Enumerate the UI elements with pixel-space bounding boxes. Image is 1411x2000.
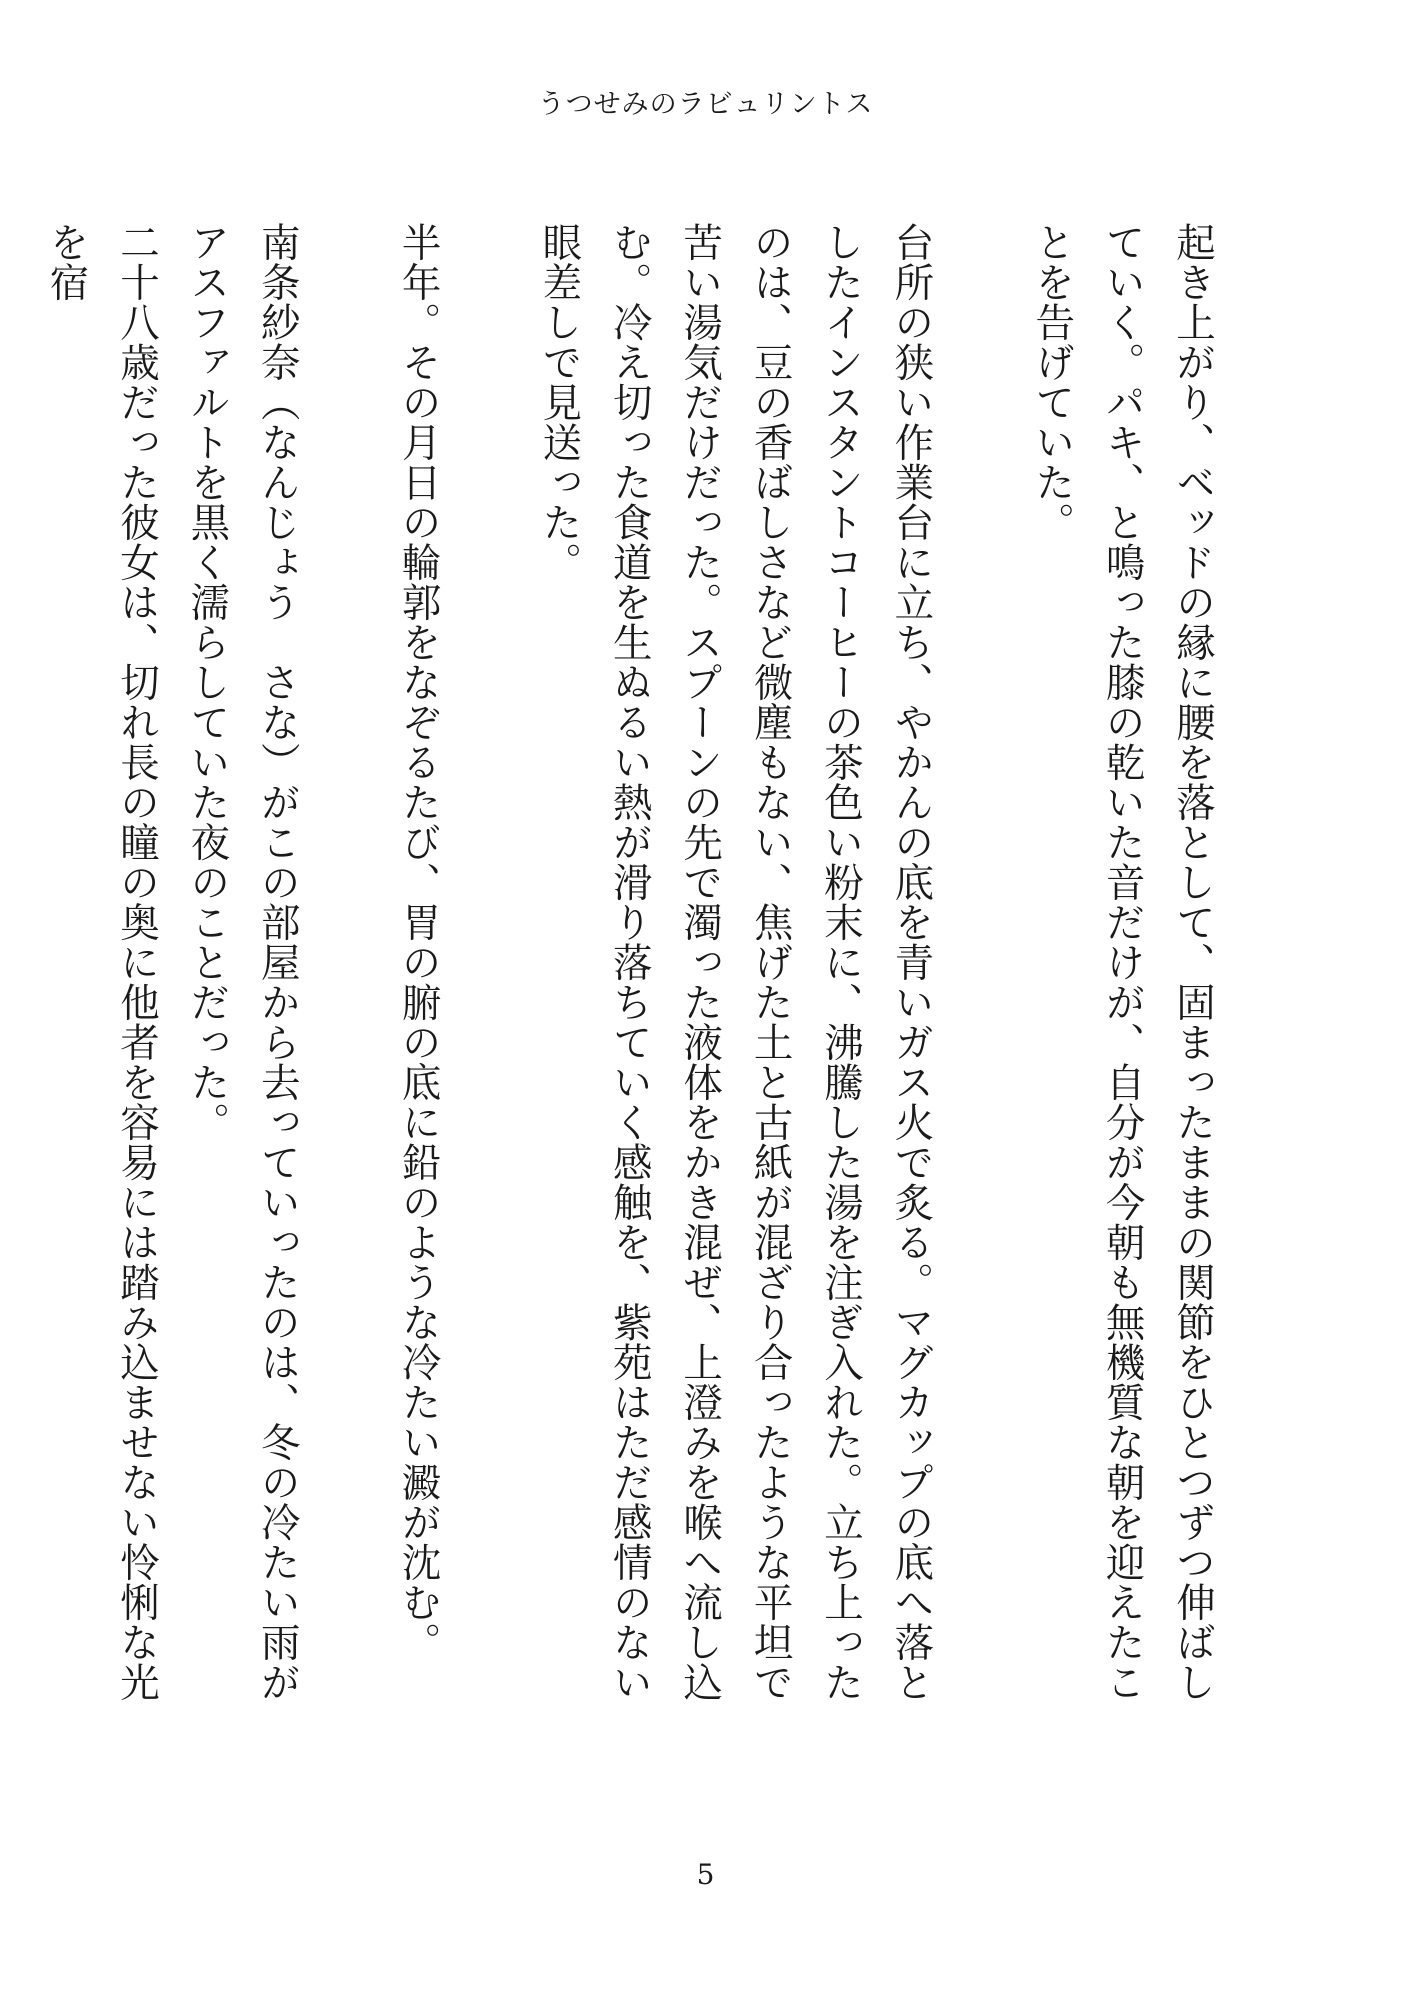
paragraph-2: 台所の狭い作業台に立ち、やかんの底を青いガス火で炙る。マグカップの底へ落としたインスタントコーヒーの茶色い粉末に、沸騰した湯を注ぎ入れた。立ち上ったのは、豆の香ばしさなど微塵もない、焦げた土と古紙が混ざり合ったような平坦で苦い湯気だけだった。スプーンの先で濁った液体をかき混ぜ、上澄みを喉へ流し込む。冷え切った食道を生ぬるい熱が滑り落ちていく感触を、紫苑はただ感情のない眼差しで見送った。 bbox=[536, 222, 935, 1702]
paragraph-3: 半年。その月日の輪郭をなぞるたび、胃の腑の底に鉛のような冷たい澱が沈む。 bbox=[395, 222, 442, 1662]
vertical-body-text bbox=[43, 222, 1228, 1732]
paragraph-5: 二十八歳だった彼女は、切れ長の瞳の奥に他者を容易には踏み込ませない怜悧な光を宿 bbox=[43, 222, 160, 1702]
paragraph-4: 南条紗奈（なんじょう さな）がこの部屋から去っていったのは、冬の冷たい雨がアスファルトを黒く濡らしていた夜のことだった。 bbox=[184, 222, 301, 1702]
paragraph-1: 起き上がり、ベッドの縁に腰を落として、固まったままの関節をひとつずつ伸ばしていく。パキ、と鳴った膝の乾いた音だけが、自分が今朝も無機質な朝を迎えたことを告げていた。 bbox=[1029, 222, 1216, 1702]
page-number: 5 bbox=[696, 1858, 715, 1891]
running-header: うつせみのラビュリントス bbox=[537, 89, 874, 120]
